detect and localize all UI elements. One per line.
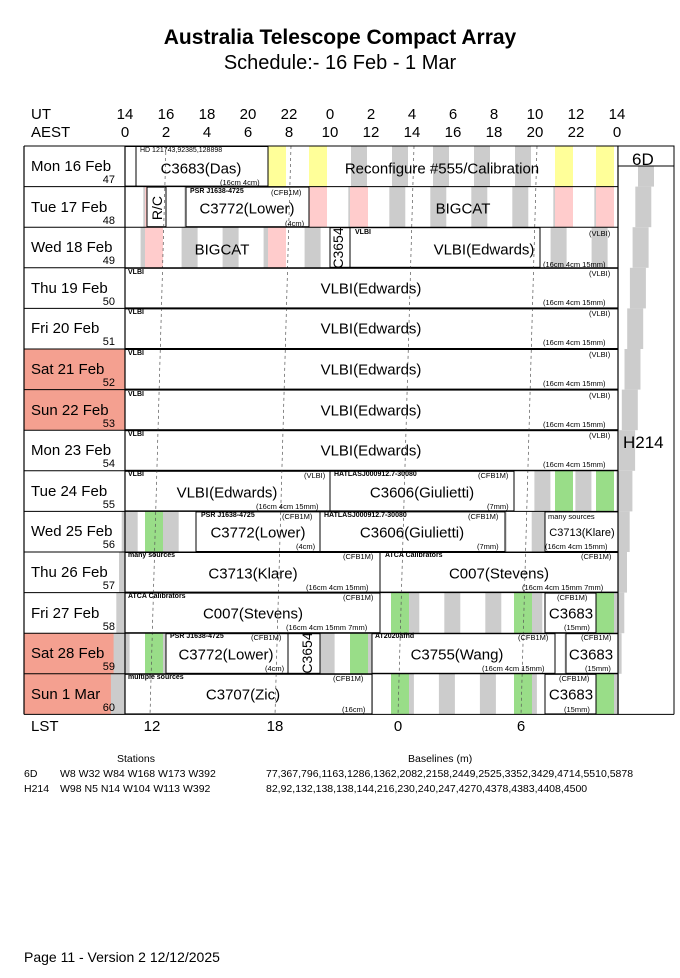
project-c3772: C3772(Lower) xyxy=(210,524,306,542)
receiver-label: (16cm 4cm 15mm) xyxy=(545,542,608,551)
day-name: Fri 20 Feb xyxy=(31,320,100,338)
receiver-label: (CFB1M) xyxy=(468,512,499,521)
source-label: VLBI xyxy=(128,390,144,398)
receiver-label: (16cm 4cm 15mm) xyxy=(482,664,545,673)
receiver-label: (CFB1M) xyxy=(559,674,590,683)
axis-tick: 22 xyxy=(280,106,298,123)
project-c3713: C3713(Klare) xyxy=(549,527,615,539)
receiver-label: (CFB1M) xyxy=(581,633,612,642)
day-name: Wed 25 Feb xyxy=(31,523,113,541)
receiver-label: (7mm) xyxy=(477,542,499,551)
grid-cell xyxy=(480,674,496,715)
axis-tick: 8 xyxy=(284,124,294,141)
source-label: HD 121743,92385,128898 xyxy=(140,147,223,154)
axis-tick: 4 xyxy=(407,106,417,123)
project-reconfigure: Reconfigure #555/Calibration xyxy=(344,160,540,178)
axis-tick: 10 xyxy=(526,106,544,123)
grid-cell xyxy=(514,674,532,715)
receiver-label: (CFB1M) xyxy=(557,593,588,602)
axis-tick: 2 xyxy=(161,124,171,141)
receiver-label: (VLBI) xyxy=(589,431,611,441)
grid-cell xyxy=(630,268,646,309)
grid-cell xyxy=(596,187,614,228)
receiver-label: (VLBI) xyxy=(589,268,611,278)
grid-cell xyxy=(627,308,643,349)
grid-cell xyxy=(319,633,335,674)
grid-cell xyxy=(514,593,532,634)
day-name: Sat 28 Feb xyxy=(31,645,105,663)
source-label: HATLASJ000912.7-30080 xyxy=(324,512,407,519)
axis-tick: 20 xyxy=(526,124,544,141)
page-subtitle: Schedule:- 16 Feb - 1 Mar xyxy=(223,52,457,74)
day-number: 49 xyxy=(102,255,115,268)
day-number: 50 xyxy=(102,295,115,308)
grid-cell xyxy=(555,471,573,512)
receiver-label: (15mm) xyxy=(564,705,590,714)
axis-tick: 4 xyxy=(202,124,212,141)
project-c3755: C3755(Wang) xyxy=(410,646,504,664)
config-6d: 6D xyxy=(632,150,654,169)
day-name: Mon 23 Feb xyxy=(31,442,112,460)
project-vlbi: VLBI(Edwards) xyxy=(176,484,278,502)
ut-label: UT xyxy=(31,106,51,123)
project-vlbi: VLBI(Edwards) xyxy=(320,280,422,298)
lst-tick: 6 xyxy=(516,718,526,735)
project-c3772: C3772(Lower) xyxy=(199,200,295,218)
receiver-label: (15mm) xyxy=(564,623,590,632)
grid-cell xyxy=(575,471,591,512)
axis-tick: 14 xyxy=(608,106,626,123)
axis-tick: 8 xyxy=(489,106,499,123)
project-c3683: C3683(Das) xyxy=(160,160,242,178)
receiver-label: (VLBI) xyxy=(589,390,611,400)
grid-cell xyxy=(309,146,327,187)
day-number: 58 xyxy=(102,620,115,633)
grid-cell xyxy=(389,187,405,228)
axis-tick: 0 xyxy=(325,106,335,123)
source-label: ATCA Calibrators xyxy=(385,552,443,559)
receiver-label: (4cm) xyxy=(296,542,316,551)
receiver-label: (16cm 4cm 15mm) xyxy=(543,460,606,470)
receiver-label: (VLBI) xyxy=(304,471,326,480)
source-label: PSR J1638-4725 xyxy=(190,188,244,195)
lst-tick: 18 xyxy=(266,718,284,735)
axis-tick: 10 xyxy=(321,124,339,141)
project-vlbi: VLBI(Edwards) xyxy=(433,241,535,259)
receiver-label: (16cm 4cm 15mm) xyxy=(256,502,319,511)
grid-cell xyxy=(512,187,528,228)
source-label: PSR J1638-4725 xyxy=(201,512,255,519)
grid-cell xyxy=(268,227,286,268)
project-c3606: C3606(Giulietti) xyxy=(369,484,475,502)
receiver-label: (CFB1M) xyxy=(343,552,374,561)
axis-tick: 6 xyxy=(448,106,458,123)
day-name: Wed 18 Feb xyxy=(31,239,113,257)
project-c3713: C3713(Klare) xyxy=(208,565,298,583)
receiver-label: (16cm 4cm) xyxy=(220,178,260,187)
project-rc: R/C xyxy=(149,195,165,221)
source-label: AT2020afhd xyxy=(375,633,415,640)
day-number: 47 xyxy=(102,174,115,186)
source-label: ATCA Calibrators xyxy=(128,593,186,600)
receiver-label: (VLBI) xyxy=(589,309,611,319)
day-number: 56 xyxy=(102,539,115,552)
receiver-label: (CFB1M) xyxy=(581,552,612,561)
grid-cell xyxy=(114,633,130,674)
day-name: Sat 21 Feb xyxy=(31,361,105,378)
receiver-label: (CFB1M) xyxy=(333,674,364,683)
lst-tick: 12 xyxy=(143,718,161,735)
day-number: 53 xyxy=(102,417,115,430)
grid-cell xyxy=(350,187,368,228)
project-c3707: C3707(Zic) xyxy=(205,686,281,704)
grid-cell xyxy=(534,471,550,512)
receiver-label: (VLBI) xyxy=(589,350,611,359)
project-c3772: C3772(Lower) xyxy=(178,646,274,664)
source-label: many sources xyxy=(128,552,176,559)
day-name: Thu 26 Feb xyxy=(31,564,108,581)
receiver-label: (16cm 4cm 15mm 7mm) xyxy=(286,623,368,632)
grid-cell xyxy=(633,227,649,268)
receiver-label: (7mm) xyxy=(487,502,509,511)
day-number: 59 xyxy=(102,661,115,674)
grid-cell xyxy=(444,593,460,634)
project-c007: C007(Stevens) xyxy=(202,605,304,623)
station-list: W98 N5 N14 W104 W113 W392 xyxy=(60,783,211,795)
project-bigcat: BIGCAT xyxy=(194,241,250,259)
day-name: Tue 17 Feb xyxy=(31,198,108,216)
axis-tick: 22 xyxy=(567,124,585,141)
axis-tick: 12 xyxy=(362,124,380,141)
grid-cell xyxy=(268,146,286,187)
source-label: many sources xyxy=(548,512,595,521)
receiver-label: (16cm 4cm 15mm) xyxy=(543,297,606,307)
grid-cell xyxy=(555,146,573,187)
station-config: H214 xyxy=(24,783,50,795)
lst-tick: 0 xyxy=(393,718,403,735)
stations-header: Stations xyxy=(117,753,155,765)
source-label: VLBI xyxy=(128,268,144,276)
lst-label: LST xyxy=(31,718,59,735)
receiver-label: (16cm 4cm 15mm) xyxy=(543,379,606,388)
receiver-label: (4cm) xyxy=(265,664,285,673)
source-label: VLBI xyxy=(128,431,144,439)
day-name: Thu 19 Feb xyxy=(31,279,108,297)
axis-tick: 14 xyxy=(403,124,421,141)
baseline-list: 77,367,796,1163,1286,1362,2082,2158,2449,2525,3352,3429,4714,5510,5878 xyxy=(266,768,634,780)
grid-cell xyxy=(391,674,409,715)
receiver-label: (CFB1M) xyxy=(251,633,282,642)
day-number: 57 xyxy=(102,580,115,592)
source-label: multiple sources xyxy=(128,674,184,681)
receiver-label: (16cm 4cm 15mm) xyxy=(306,583,369,592)
project-c3683: C3683 xyxy=(568,646,614,664)
axis-tick: 6 xyxy=(243,124,253,141)
source-label: VLBI xyxy=(128,350,144,357)
axis-tick: 18 xyxy=(198,106,216,123)
receiver-label: (15mm) xyxy=(585,664,611,673)
project-vlbi: VLBI(Edwards) xyxy=(320,361,422,379)
receiver-label: (16cm 4cm 15mm) xyxy=(543,338,606,348)
project-c3606: C3606(Giulietti) xyxy=(359,524,465,542)
grid-cell xyxy=(350,633,368,674)
receiver-label: (VLBI) xyxy=(589,229,611,238)
page-footer: Page 11 - Version 2 12/12/2025 xyxy=(24,949,220,965)
source-label: HATLASJ000912.7-30080 xyxy=(334,471,417,478)
receiver-label: (4cm) xyxy=(285,219,305,228)
grid-cell xyxy=(305,227,321,268)
grid-cell xyxy=(439,674,455,715)
source-label: PSR J1638-4725 xyxy=(170,633,224,640)
grid-cell xyxy=(622,390,638,431)
grid-cell xyxy=(122,511,138,552)
project-c3654: C3654 xyxy=(299,632,315,674)
grid-cell xyxy=(596,593,614,634)
project-block xyxy=(125,147,136,187)
project-c007: C007(Stevens) xyxy=(448,565,550,583)
receiver-label: (16cm 4cm 15mm) xyxy=(543,419,606,429)
axis-tick: 16 xyxy=(444,124,462,141)
station-list: W8 W32 W84 W168 W173 W392 xyxy=(60,768,216,780)
grid-cell xyxy=(555,187,573,228)
axis-tick: 2 xyxy=(366,106,376,123)
project-vlbi: VLBI(Edwards) xyxy=(320,442,422,460)
day-number: 52 xyxy=(102,377,115,389)
project-c3654: C3654 xyxy=(330,227,346,269)
day-name: Fri 27 Feb xyxy=(31,604,100,622)
aest-label: AEST xyxy=(31,124,71,141)
axis-tick: 0 xyxy=(120,124,130,141)
project-bigcat: BIGCAT xyxy=(435,200,491,218)
station-config: 6D xyxy=(24,768,38,780)
axis-tick: 18 xyxy=(485,124,503,141)
day-number: 48 xyxy=(102,214,115,227)
receiver-label: (16cm) xyxy=(342,705,366,714)
grid-cell xyxy=(635,187,651,228)
grid-cell xyxy=(145,227,163,268)
project-c3683: C3683 xyxy=(548,605,594,623)
page-title: Australia Telescope Compact Array xyxy=(163,26,517,49)
grid-cell xyxy=(309,187,327,228)
receiver-label: (16cm 4cm 15mm) xyxy=(543,260,606,269)
day-number: 60 xyxy=(102,701,115,714)
day-name: Tue 24 Feb xyxy=(31,482,108,500)
grid-cell xyxy=(616,471,632,512)
receiver-label: (CFB1M) xyxy=(282,512,313,521)
receiver-label: (CFB1M) xyxy=(478,471,509,480)
source-label: VLBI xyxy=(128,471,144,478)
grid-cell xyxy=(145,511,163,552)
source-label: VLBI xyxy=(128,309,144,317)
grid-cell xyxy=(625,349,641,390)
grid-cell xyxy=(596,674,614,715)
project-vlbi: VLBI(Edwards) xyxy=(320,320,422,338)
grid-cell xyxy=(485,593,501,634)
receiver-label: (CFB1M) xyxy=(343,593,374,602)
day-number: 54 xyxy=(102,458,115,471)
source-label: VLBI xyxy=(355,229,371,236)
config-h214: H214 xyxy=(623,433,664,452)
receiver-label: (16cm 4cm 15mm 7mm) xyxy=(522,583,604,592)
grid-cell xyxy=(145,633,163,674)
axis-tick: 14 xyxy=(116,106,134,123)
receiver-label: (CFB1M) xyxy=(271,188,302,197)
project-c3683: C3683 xyxy=(548,686,594,704)
day-number: 55 xyxy=(102,498,115,511)
axis-tick: 12 xyxy=(567,106,585,123)
day-number: 51 xyxy=(102,336,115,349)
grid-cell xyxy=(596,146,614,187)
receiver-label: (CFB1M) xyxy=(518,633,549,642)
baselines-header: Baselines (m) xyxy=(408,753,473,765)
project-vlbi: VLBI(Edwards) xyxy=(320,402,422,420)
grid-cell xyxy=(596,471,614,512)
axis-tick: 20 xyxy=(239,106,257,123)
axis-tick: 0 xyxy=(612,124,622,141)
day-name: Sun 1 Mar xyxy=(31,685,101,703)
day-name: Sun 22 Feb xyxy=(31,401,109,419)
baseline-list: 82,92,132,138,138,144,216,230,240,247,4270,4378,4383,4408,4500 xyxy=(266,783,588,795)
grid-cell xyxy=(391,593,409,634)
axis-tick: 16 xyxy=(157,106,175,123)
day-name: Mon 16 Feb xyxy=(31,158,112,175)
grid-cell xyxy=(163,511,179,552)
